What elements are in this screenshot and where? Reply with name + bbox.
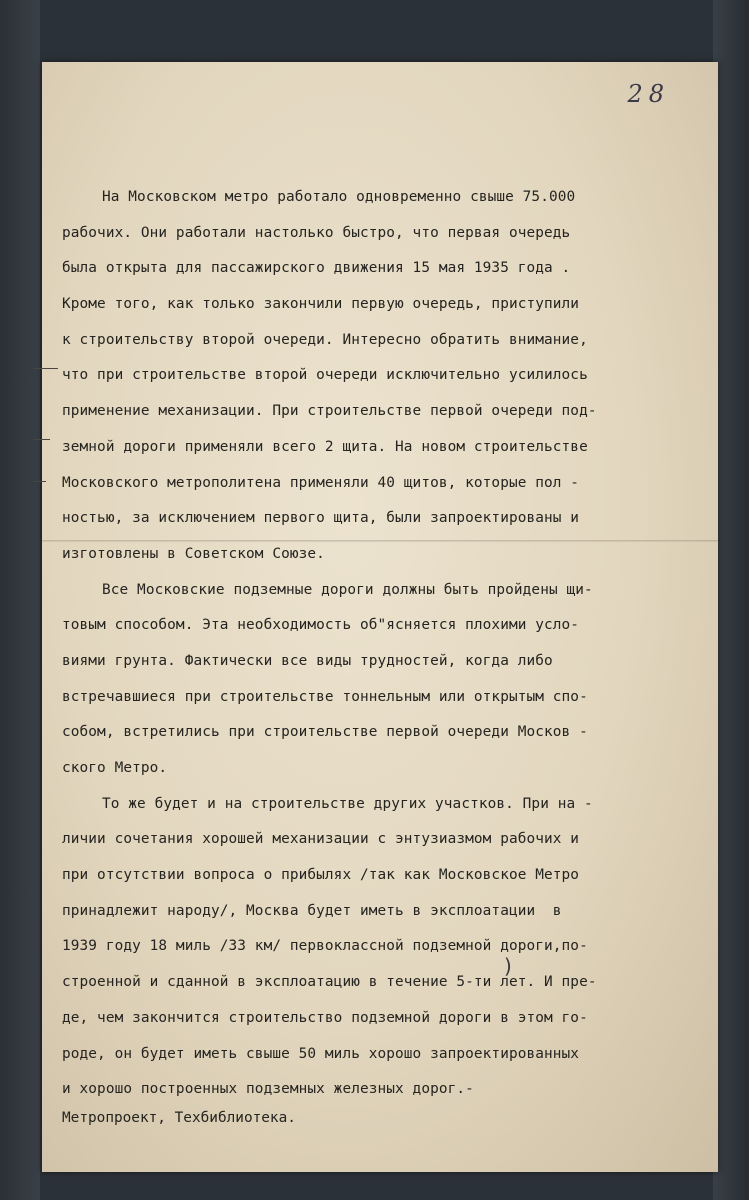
text-line: что при строительстве второй очереди исключительно усилилось <box>62 367 588 384</box>
paragraph-1 <box>62 180 712 573</box>
body-text <box>62 180 712 1108</box>
text-line: была открыта для пассажирского движения 15 мая 1935 года . <box>62 260 571 277</box>
margin-mark <box>34 481 46 482</box>
signature-line: Метропроект, Техбиблиотека. <box>62 1110 296 1126</box>
margin-mark <box>34 368 58 369</box>
text-line: личии сочетания хорошей механизации с энтузиазмом рабочих и <box>62 831 580 848</box>
text-line: ностью, за исключением первого щита, были запроектированы и <box>62 510 580 527</box>
text-line: рабочих. Они работали настолько быстро, что первая очередь <box>62 224 571 241</box>
handwritten-page-number: 28 <box>627 80 670 108</box>
text-line: земной дороги применяли всего 2 щита. На новом строительстве <box>62 438 588 455</box>
text-line: 1939 году 18 миль /33 км/ первоклассной подземной дороги,по- <box>62 938 588 955</box>
document-page <box>42 62 718 1172</box>
text-line: Кроме того, как только закончили первую очередь, приступили <box>62 296 580 313</box>
text-line: изготовлены в Советском Союзе. <box>62 545 325 562</box>
text-line: Все Московские подземные дороги должны быть пройдены щи- <box>102 581 593 598</box>
text-line: к строительству второй очереди. Интересно обратить внимание, <box>62 331 588 348</box>
text-line: де, чем закончится строительство подземной дороги в этом го- <box>62 1009 588 1026</box>
text-line: товым способом. Эта необходимость об"ясняется плохими усло- <box>62 617 580 634</box>
text-line: встречавшиеся при строительстве тоннельным или открытым спо- <box>62 688 588 705</box>
margin-bracket-icon: ) <box>504 954 512 978</box>
text-line: То же будет и на строительстве других участков. При на - <box>102 795 593 812</box>
text-line: На Московском метро работало одновременно свыше 75.000 <box>102 189 576 205</box>
text-line: ского Метро. <box>62 760 168 776</box>
paragraph-2 <box>62 573 712 787</box>
text-line: роде, он будет иметь свыше 50 миль хорошо запроектированных <box>62 1045 580 1062</box>
text-line: виями грунта. Фактически все виды трудностей, когда либо <box>62 652 553 669</box>
text-line: и хорошо построенных подземных железных дорог.- <box>62 1081 474 1098</box>
text-line: Московского метрополитена применяли 40 щитов, которые пол - <box>62 474 580 491</box>
margin-mark <box>34 439 50 440</box>
text-line: применение механизации. При строительстве первой очереди под- <box>62 403 597 420</box>
text-line: принадлежит народу/, Москва будет иметь в эксплоатации в <box>62 902 562 919</box>
text-line: при отсутствии вопроса о прибылях /так как Московское Метро <box>62 867 580 884</box>
paragraph-3 <box>62 787 712 1108</box>
text-line: строенной и сданной в эксплоатацию в течение 5-ти лет. И пре- <box>62 974 597 991</box>
film-edge-right <box>713 0 749 1200</box>
text-line: собом, встретились при строительстве первой очереди Москов - <box>62 724 588 741</box>
film-edge-left <box>0 0 40 1200</box>
